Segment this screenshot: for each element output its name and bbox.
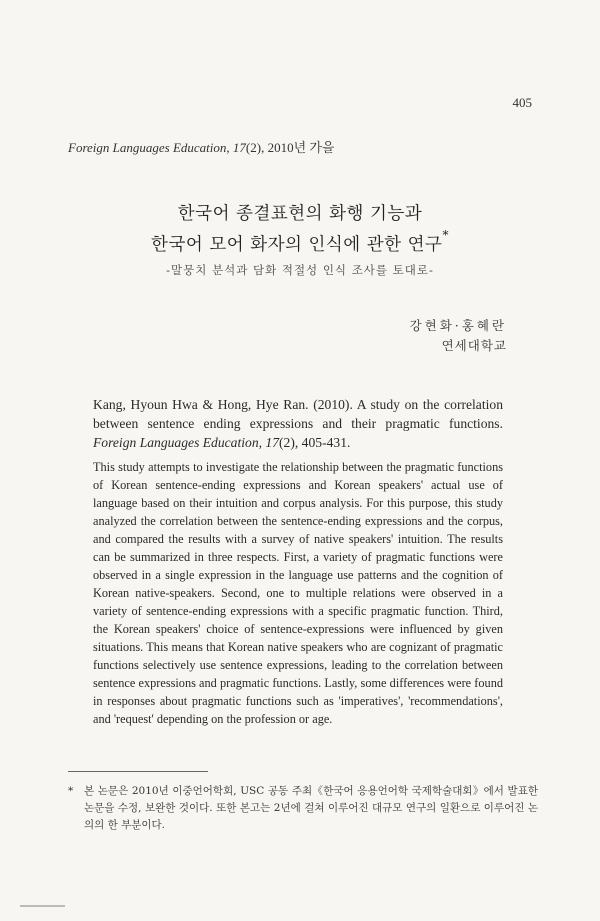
footnote-divider (68, 771, 208, 772)
footnote (68, 783, 538, 834)
subtitle: -말뭉치 분석과 담화 적절성 인식 조사를 토대로- (166, 263, 434, 277)
citation-journal: Foreign Languages Education, 17 (93, 435, 280, 450)
footnote-mark: * (68, 785, 74, 797)
journal-issue-year: (2), 2010년 가을 (245, 140, 335, 155)
citation-pages: (2), 405-431. (279, 435, 351, 450)
affiliation: 연세대학교 (441, 338, 507, 353)
title-line-2: 한국어 모어 화자의 인식에 관한 연구 (151, 235, 443, 255)
title-line-1: 한국어 종결표현의 화행 기능과 (177, 204, 423, 224)
title-line-2-wrap (0, 228, 600, 256)
journal-name: Foreign Languages Education, (68, 140, 230, 155)
citation-text: Kang, Hyoun Hwa & Hong, Hye Ran. (2010). A study on the correlation between sentence ending expressions and their pragmatic functions. (93, 397, 503, 431)
citation (93, 395, 503, 452)
page-number: 405 (512, 95, 532, 110)
title-footnote-mark: * (442, 228, 449, 242)
authors: 강현화·홍혜란 (409, 318, 507, 333)
bottom-edge-mark (20, 905, 65, 907)
journal-header (68, 137, 335, 156)
footnote-text: 본 논문은 2010년 이중언어학회, USC 공동 주최《한국어 응용언어학 국제학술대회》에서 발표한 논문을 수정, 보완한 것이다. 또한 본고는 2년에 걸쳐 이루어진 대규모 연구의 일환으로 이루어진 논의의 한 부분이다. (84, 785, 538, 831)
abstract: This study attempts to investigate the relationship between the pragmatic functions of Korean sentence-ending expressions and Korean speakers' actual use of language based on their intuition and corpus analysis. For this purpose, this study analyzed the correlation between the sentence-ending expressions and the corpus, and compared the results with a survey of native speakers' intuition. The results can be summarized in three respects. First, a variety of pragmatic functions were observed in a single expression in the language use patterns and the cognition of Korean native-speakers. Second, one to multiple relations were observed in a variety of sentence-ending expressions with a specific pragmatic function. Third, the Korean speakers' choice of sentence-expressions were influenced by given situations. This means that Korean native speakers who are cognizant of pragmatic functions selectively use sentence expressions, leading to the correlation between sentence expressions and pragmatic functions. Lastly, some differences were found in responses about pragmatic functions such as 'imperatives', 'recommendations', and 'request' depending on the profession or age. (93, 460, 503, 726)
journal-volume: 17 (232, 140, 246, 155)
